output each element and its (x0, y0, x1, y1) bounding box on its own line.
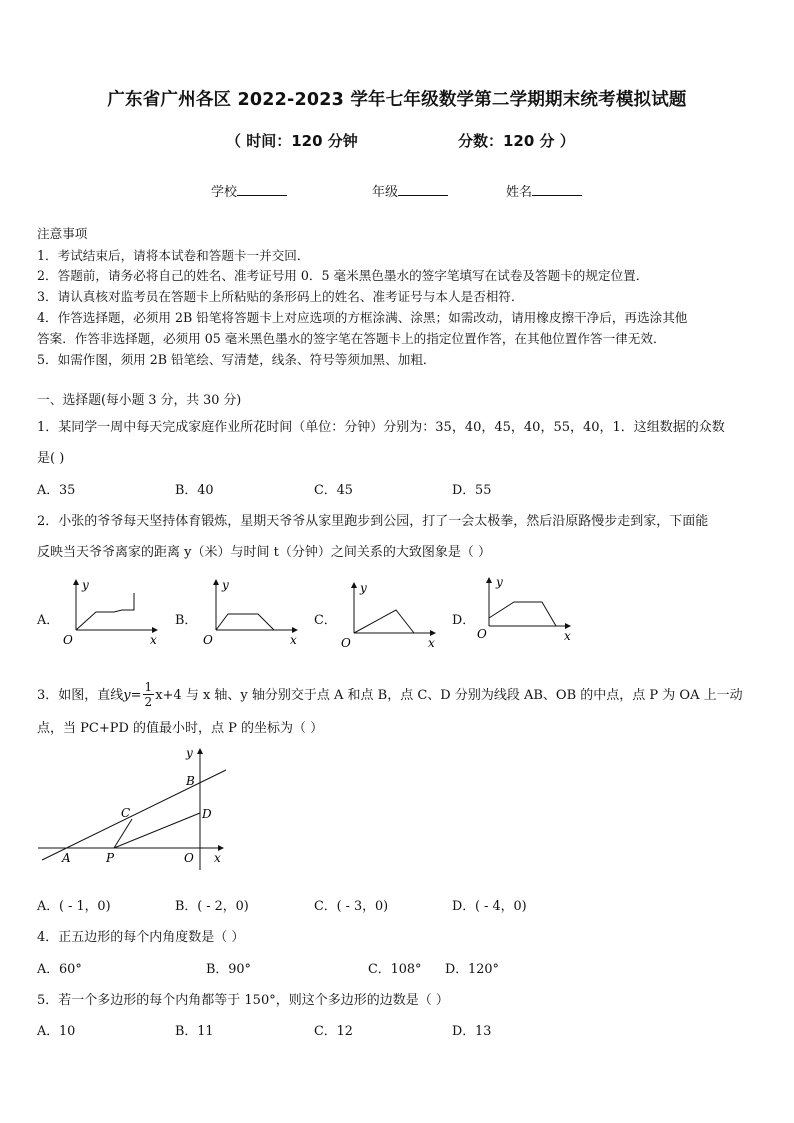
name-field (506, 181, 582, 200)
q1-option-c: C．45 (314, 483, 353, 498)
q3-text-rest: x+4 与 x 轴、y 轴分别交于点 A 和点 B，点 C、D 分别为线段 AB、OB 的中点，点 P 为 OA 上一动 (155, 688, 743, 703)
q3-frac-den: 2 (144, 695, 153, 709)
y-axis-label: y (360, 581, 367, 595)
q1-option-a: A．35 (37, 483, 76, 498)
note-item: 1．考试结束后，请将本试卷和答题卡一并交回． (37, 248, 310, 263)
q5-text: 5．若一个多边形的每个内角都等于 150°，则这个多边形的边数是（ ） (37, 993, 449, 1008)
x-axis-label: x (564, 629, 571, 643)
section-heading: 一、选择题(每小题 3 分，共 30 分) (37, 393, 242, 408)
q2-graph-d (474, 572, 580, 648)
q5-option-d: D．13 (452, 1024, 492, 1039)
fig-label-c: C (121, 806, 131, 820)
q2-graph-c (336, 577, 442, 653)
origin-label: O (477, 627, 487, 641)
x-axis-label: x (290, 633, 297, 647)
grade-field (372, 181, 448, 200)
origin-label: O (341, 636, 351, 650)
grade-label: 年级 (372, 185, 399, 200)
school-blank (237, 183, 287, 196)
q5-option-b: B．11 (175, 1024, 214, 1039)
fig-label-b: B (186, 774, 195, 788)
fig-label-x: x (214, 851, 221, 865)
q5-option-c: C．12 (314, 1024, 353, 1039)
q1-option-b: B．40 (175, 483, 214, 498)
note-item: 答案．作答非选择题，必须用 05 毫米黑色墨水的签字笔在答题卡上的指定位置作答，在其他位置作答一律无效． (37, 331, 666, 346)
q1-option-d: D．55 (452, 483, 492, 498)
q1-text: 1．某同学一周中每天完成家庭作业所花时间（单位：分钟）分别为：35，40，45，40，55，40，1．这组数据的众数 (37, 420, 725, 435)
note-item: 3．请认真核对监考员在答题卡上所粘贴的条形码上的姓名、准考证号与本人是否相符． (37, 289, 524, 304)
q4-option-a: A．60° (37, 962, 82, 977)
q3-frac-num: 1 (144, 680, 153, 694)
q3-eq-y: y (123, 688, 131, 703)
q3-text (37, 681, 743, 710)
q4-option-b: B．90° (206, 962, 251, 977)
q3-eq-sign: = (130, 688, 142, 703)
school-field (211, 181, 287, 200)
q4-option-c: C．108° (368, 962, 422, 977)
q2-text-cont: 反映当天爷爷离家的距离 y（米）与时间 t（分钟）之间关系的大致图象是（ ） (37, 545, 491, 560)
x-axis-label: x (150, 633, 157, 647)
fig-label-d: D (202, 807, 212, 821)
y-axis-label: y (82, 578, 89, 592)
q3-option-a: A．( - 1，0) (37, 899, 111, 914)
q3-option-b: B．( - 2，0) (175, 899, 249, 914)
time-limit: （ 时间：120 分钟 (226, 132, 358, 150)
grade-blank (398, 183, 448, 196)
origin-label: O (63, 633, 73, 647)
x-axis-label: x (428, 636, 435, 650)
score-total: 分数：120 分 ） (458, 132, 575, 150)
exam-title: 广东省广州各区 2022-2023 学年七年级数学第二学期期末统考模拟试题 (107, 90, 687, 110)
q4-text: 4．正五边形的每个内角度数是（ ） (37, 930, 245, 945)
q1-text-cont: 是( ) (37, 451, 65, 466)
fig-label-y: y (186, 746, 193, 760)
fig-label-a: A (62, 851, 71, 865)
q2-text: 2．小张的爷爷每天坚持体育锻炼，星期天爷爷从家里跑步到公园，打了一会太极拳，然后沿原路慢步走到家，下面能 (37, 514, 709, 529)
name-blank (532, 183, 582, 196)
y-axis-label: y (222, 578, 229, 592)
note-item: 5．如需作图，须用 2B 铅笔绘、写清楚，线条、符号等须加黑、加粗． (37, 352, 436, 367)
q2-option-c: C． (314, 613, 337, 628)
q2-option-b: B． (175, 613, 198, 628)
fig-label-o: O (184, 851, 194, 865)
q3-text-start: 3．如图，直线 (37, 688, 124, 703)
q5-option-a: A．10 (37, 1024, 76, 1039)
q2-graph-b (198, 574, 304, 650)
notes-heading: 注意事项 (37, 226, 88, 241)
q3-option-d: D．( - 4，0) (452, 899, 527, 914)
fig-label-p: P (106, 851, 115, 865)
origin-label: O (203, 633, 213, 647)
q4-option-d: D．120° (445, 962, 499, 977)
note-item: 4．作答选择题，必须用 2B 铅笔将答题卡上对应选项的方框涂满、涂黑；如需改动，请用橡皮擦干净后，再选涂其他 (37, 310, 688, 325)
y-axis-label: y (496, 575, 503, 589)
name-label: 姓名 (506, 185, 533, 200)
note-item: 2．答题前，请务必将自己的姓名、准考证号用 0．5 毫米黑色墨水的签字笔填写在试卷及答题卡的规定位置． (37, 268, 649, 283)
q2-graph-a (58, 574, 164, 650)
q3-text-cont: 点，当 PC+PD 的值最小时，点 P 的坐标为（ ） (37, 721, 324, 736)
q3-figure (36, 742, 236, 874)
q2-option-d: D． (452, 613, 476, 628)
school-label: 学校 (211, 185, 238, 200)
q3-fraction (143, 680, 155, 709)
q2-option-a: A． (37, 613, 60, 628)
q3-option-c: C．( - 3，0) (314, 899, 389, 914)
